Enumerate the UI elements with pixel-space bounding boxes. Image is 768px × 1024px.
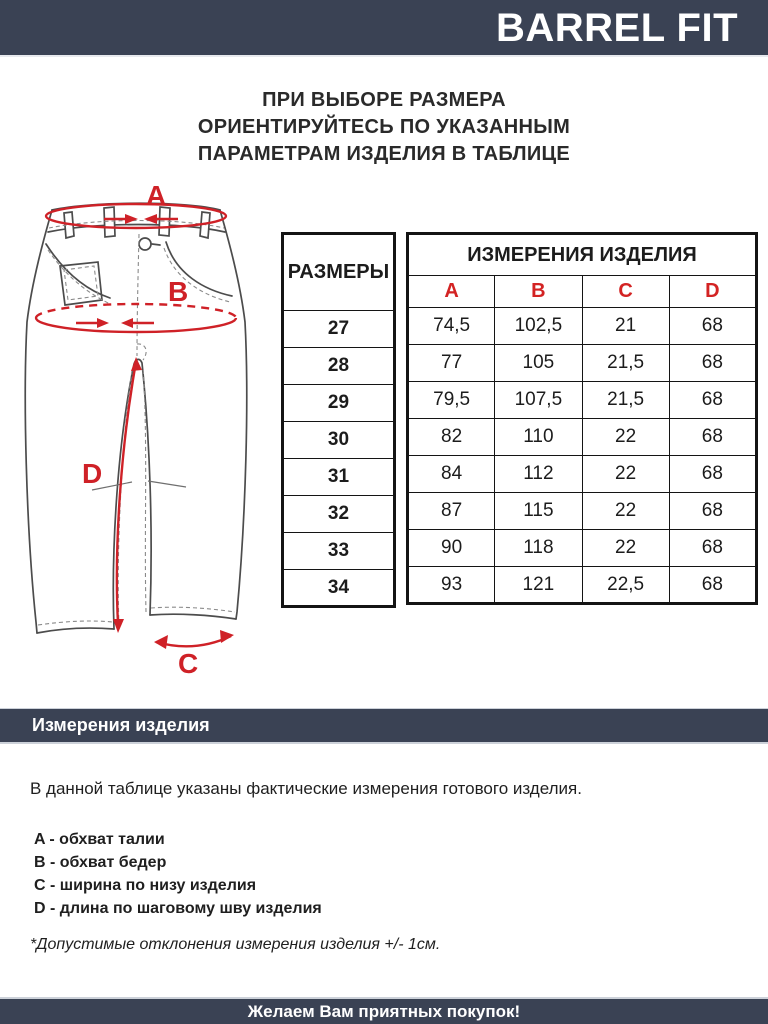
jeans-technical-drawing [8,186,276,686]
sizes-header: РАЗМЕРЫ [283,234,395,311]
measurement-value-a: 77 [408,345,495,382]
measurement-row [408,530,757,567]
measurements-table [406,232,758,605]
size-value: 34 [283,570,395,607]
size-row [283,422,395,459]
brand-title: BARREL FIT [495,6,738,50]
size-value: 33 [283,533,395,570]
column-a: A [408,276,495,308]
measurement-value-d: 68 [669,382,756,419]
measurements-header: ИЗМЕРЕНИЯ ИЗДЕЛИЯ [408,234,757,276]
measurement-value-b: 110 [495,419,582,456]
section-title-bar [0,708,768,744]
brand-header-bar [0,0,768,57]
drawing-label-d: D [82,458,103,489]
measurement-value-d: 68 [669,419,756,456]
legend-item: A - обхват талии [34,831,165,848]
measurement-value-b: 105 [495,345,582,382]
measurement-value-c: 22 [582,493,669,530]
legend-item: C - ширина по низу изделия [34,877,257,894]
size-row [283,496,395,533]
measurement-value-b: 115 [495,493,582,530]
size-row [283,385,395,422]
measurement-value-a: 87 [408,493,495,530]
size-row [283,311,395,348]
drawing-label-a: A [146,186,167,211]
measurement-value-b: 102,5 [495,308,582,345]
size-value: 32 [283,496,395,533]
sizes-table [281,232,396,608]
intro-line-1: ПРИ ВЫБОРЕ РАЗМЕРА [262,89,506,111]
measurement-value-a: 82 [408,419,495,456]
intro-heading [0,87,768,168]
measurement-value-c: 21,5 [582,382,669,419]
table-description: В данной таблице указаны фактические измерения готового изделия. [30,779,582,798]
measurement-value-a: 74,5 [408,308,495,345]
measurement-row [408,382,757,419]
drawing-label-b: B [168,276,189,307]
measurement-value-c: 22,5 [582,567,669,604]
measurement-value-c: 22 [582,419,669,456]
measurements-body [408,308,757,604]
measurement-value-a: 90 [408,530,495,567]
footer-message: Желаем Вам приятных покупок! [247,1002,521,1021]
column-d: D [669,276,756,308]
intro-line-2: ОРИЕНТИРУЙТЕСЬ ПО УКАЗАННЫМ [197,116,571,138]
column-c: C [582,276,669,308]
measurement-value-d: 68 [669,345,756,382]
measurement-value-c: 22 [582,456,669,493]
measurement-row [408,493,757,530]
size-value: 30 [283,422,395,459]
measurement-value-b: 118 [495,530,582,567]
leg-tick-marks [92,481,186,490]
size-value: 27 [283,311,395,348]
measurement-value-c: 21,5 [582,345,669,382]
measurement-value-b: 112 [495,456,582,493]
measurement-value-a: 84 [408,456,495,493]
size-row [283,533,395,570]
size-row [283,348,395,385]
section-title: Измерения изделия [32,715,210,735]
footer-bar [0,997,768,1024]
size-value: 29 [283,385,395,422]
measurement-value-c: 21 [582,308,669,345]
size-value: 28 [283,348,395,385]
measurement-row [408,308,757,345]
measurement-row [408,456,757,493]
measurement-value-b: 107,5 [495,382,582,419]
intro-line-3: ПАРАМЕТРАМ ИЗДЕЛИЯ В ТАБЛИЦЕ [197,143,571,165]
measurement-value-b: 121 [495,567,582,604]
measurement-row [408,567,757,604]
legend-item: B - обхват бедер [34,854,167,871]
column-letters-row [408,276,757,308]
tolerance-note: *Допустимые отклонения измерения изделия +/- 1см. [30,936,441,953]
column-b: B [495,276,582,308]
size-row [283,459,395,496]
size-row [283,570,395,607]
legend-item: D - длина по шаговому шву изделия [34,900,322,917]
measurement-value-d: 68 [669,530,756,567]
measurement-value-a: 79,5 [408,382,495,419]
measurement-value-d: 68 [669,308,756,345]
measurement-value-d: 68 [669,567,756,604]
measurement-annotations [36,186,236,679]
sizes-body [283,311,395,607]
measurement-value-d: 68 [669,456,756,493]
legend-list [34,828,322,920]
measurement-value-c: 22 [582,530,669,567]
measurement-row [408,345,757,382]
measurement-row [408,419,757,456]
jeans-stitching [38,221,235,627]
measurement-value-d: 68 [669,493,756,530]
drawing-label-c: C [178,648,199,679]
measurement-value-a: 93 [408,567,495,604]
size-value: 31 [283,459,395,496]
jeans-outline [25,203,246,633]
